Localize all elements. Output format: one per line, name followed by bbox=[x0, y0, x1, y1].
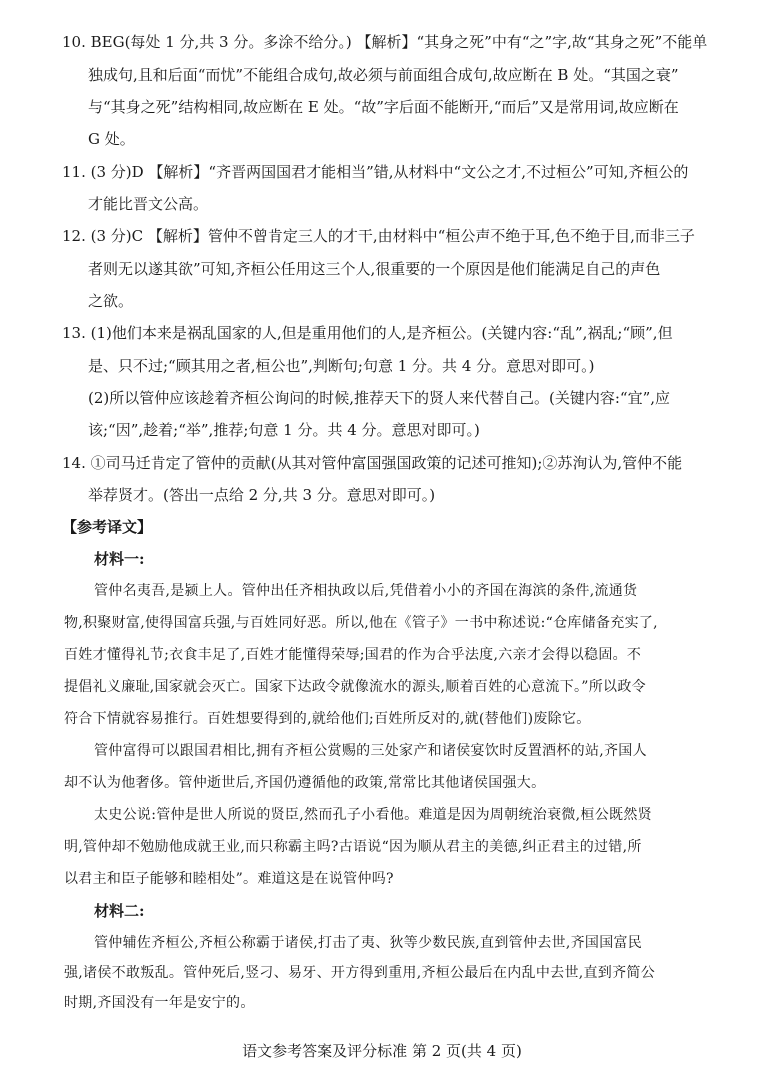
answer-q11-line-2: 才能比晋文公高。 bbox=[88, 195, 209, 213]
answer-q10-line-3: 与“其身之死”结构相同,故应断在 E 处。“故”字后面不能断开,“而后”又是常用词,故应断在 bbox=[88, 98, 679, 116]
material-1-p2-line-2: 却不认为他奢侈。管仲逝世后,齐国仍遵循他的政策,常常比其他诸侯国强大。 bbox=[64, 775, 546, 791]
answer-q13-line-1: 13. (1)他们本来是祸乱国家的人,但是重用他们的人,是齐桓公。(关键内容:“乱”,祸乱;“顾”,但 bbox=[62, 324, 673, 342]
answer-q13-line-4: 该;“因”,趁着;“举”,推荐;句意 1 分。共 4 分。意思对即可。) bbox=[88, 421, 480, 439]
material-1-p1-line-4: 提倡礼义廉耻,国家就会灭亡。国家下达政令就像流水的源头,顺着百姓的心意流下。”所以政令 bbox=[64, 679, 646, 695]
answer-q14-line-1: 14. ①司马迁肯定了管仲的贡献(从其对管仲富国强国政策的记述可推知);②苏洵认为,管仲不能 bbox=[62, 454, 683, 472]
material-1-p1-line-1: 管仲名夷吾,是颍上人。管仲出任齐相执政以后,凭借着小小的齐国在海滨的条件,流通货 bbox=[94, 583, 638, 599]
material-1-p1-line-5: 符合下情就容易推行。百姓想要得到的,就给他们;百姓所反对的,就(替他们)废除它。 bbox=[64, 711, 591, 727]
answer-q12-line-3: 之欲。 bbox=[88, 292, 134, 310]
material-1-p1-line-3: 百姓才懂得礼节;衣食丰足了,百姓才能懂得荣辱;国君的作为合乎法度,六亲才会得以稳固。不 bbox=[64, 647, 642, 663]
material-1-p1-line-2: 物,积聚财富,使得国富兵强,与百姓同好恶。所以,他在《管子》一书中称述说:“仓库储备充实了, bbox=[64, 615, 658, 631]
material-2-p1-line-1: 管仲辅佐齐桓公,齐桓公称霸于诸侯,打击了夷、狄等少数民族,直到管仲去世,齐国国富民 bbox=[94, 935, 643, 951]
answer-q10-line-2: 独成句,且和后面“而忧”不能组合成句,故必须与前面组合成句,故应断在 B 处。“其国之衰” bbox=[88, 66, 679, 84]
answer-q10-line-4: G 处。 bbox=[88, 130, 135, 148]
material-1-p3-line-3: 以君主和臣子能够和睦相处”。难道这是在说管仲吗? bbox=[64, 871, 394, 887]
material-1-p3-line-2: 明,管仲却不勉励他成就王业,而只称霸主吗?古语说“因为顺从君主的美德,纠正君主的过错,所 bbox=[64, 839, 642, 855]
translation-heading: 【参考译文】 bbox=[62, 518, 153, 536]
answer-q12-line-2: 者则无以遂其欲”可知,齐桓公任用这三个人,很重要的一个原因是他们能满足自己的声色 bbox=[88, 260, 661, 278]
answer-q11-line-1: 11. (3 分)D 【解析】“齐晋两国国君才能相当”错,从材料中“文公之才,不过桓公”可知,齐桓公的 bbox=[62, 163, 689, 181]
material-1-title: 材料一: bbox=[94, 550, 145, 568]
material-2-p1-line-2: 强,诸侯不敢叛乱。管仲死后,竖刁、易牙、开方得到重用,齐桓公最后在内乱中去世,直到齐简公 bbox=[64, 965, 655, 981]
answer-q13-line-3: (2)所以管仲应该趁着齐桓公询问的时候,推荐天下的贤人来代替自己。(关键内容:“宜”,应 bbox=[88, 389, 671, 407]
material-2-p1-line-3: 时期,齐国没有一年是安宁的。 bbox=[64, 995, 255, 1011]
page-footer: 语文参考答案及评分标准 第 2 页(共 4 页) bbox=[242, 1042, 522, 1060]
answer-q10-line-1: 10. BEG(每处 1 分,共 3 分。多涂不给分。) 【解析】“其身之死”中有“之”字,故“其身之死”不能单 bbox=[62, 33, 708, 51]
answer-q14-line-2: 举荐贤才。(答出一点给 2 分,共 3 分。意思对即可。) bbox=[88, 486, 436, 504]
material-1-p3-line-1: 太史公说:管仲是世人所说的贤臣,然而孔子小看他。难道是因为周朝统治衰微,桓公既然贤 bbox=[94, 807, 652, 823]
answer-q13-line-2: 是、只不过;“顾其用之者,桓公也”,判断句;句意 1 分。共 4 分。意思对即可。) bbox=[88, 357, 595, 375]
answer-q12-line-1: 12. (3 分)C 【解析】管仲不曾肯定三人的才干,由材料中“桓公声不绝于耳,色不绝于目,而非三子 bbox=[62, 227, 695, 245]
material-1-p2-line-1: 管仲富得可以跟国君相比,拥有齐桓公赏赐的三处家产和诸侯宴饮时反置酒杯的站,齐国人 bbox=[94, 743, 647, 759]
material-2-title: 材料二: bbox=[94, 902, 145, 920]
